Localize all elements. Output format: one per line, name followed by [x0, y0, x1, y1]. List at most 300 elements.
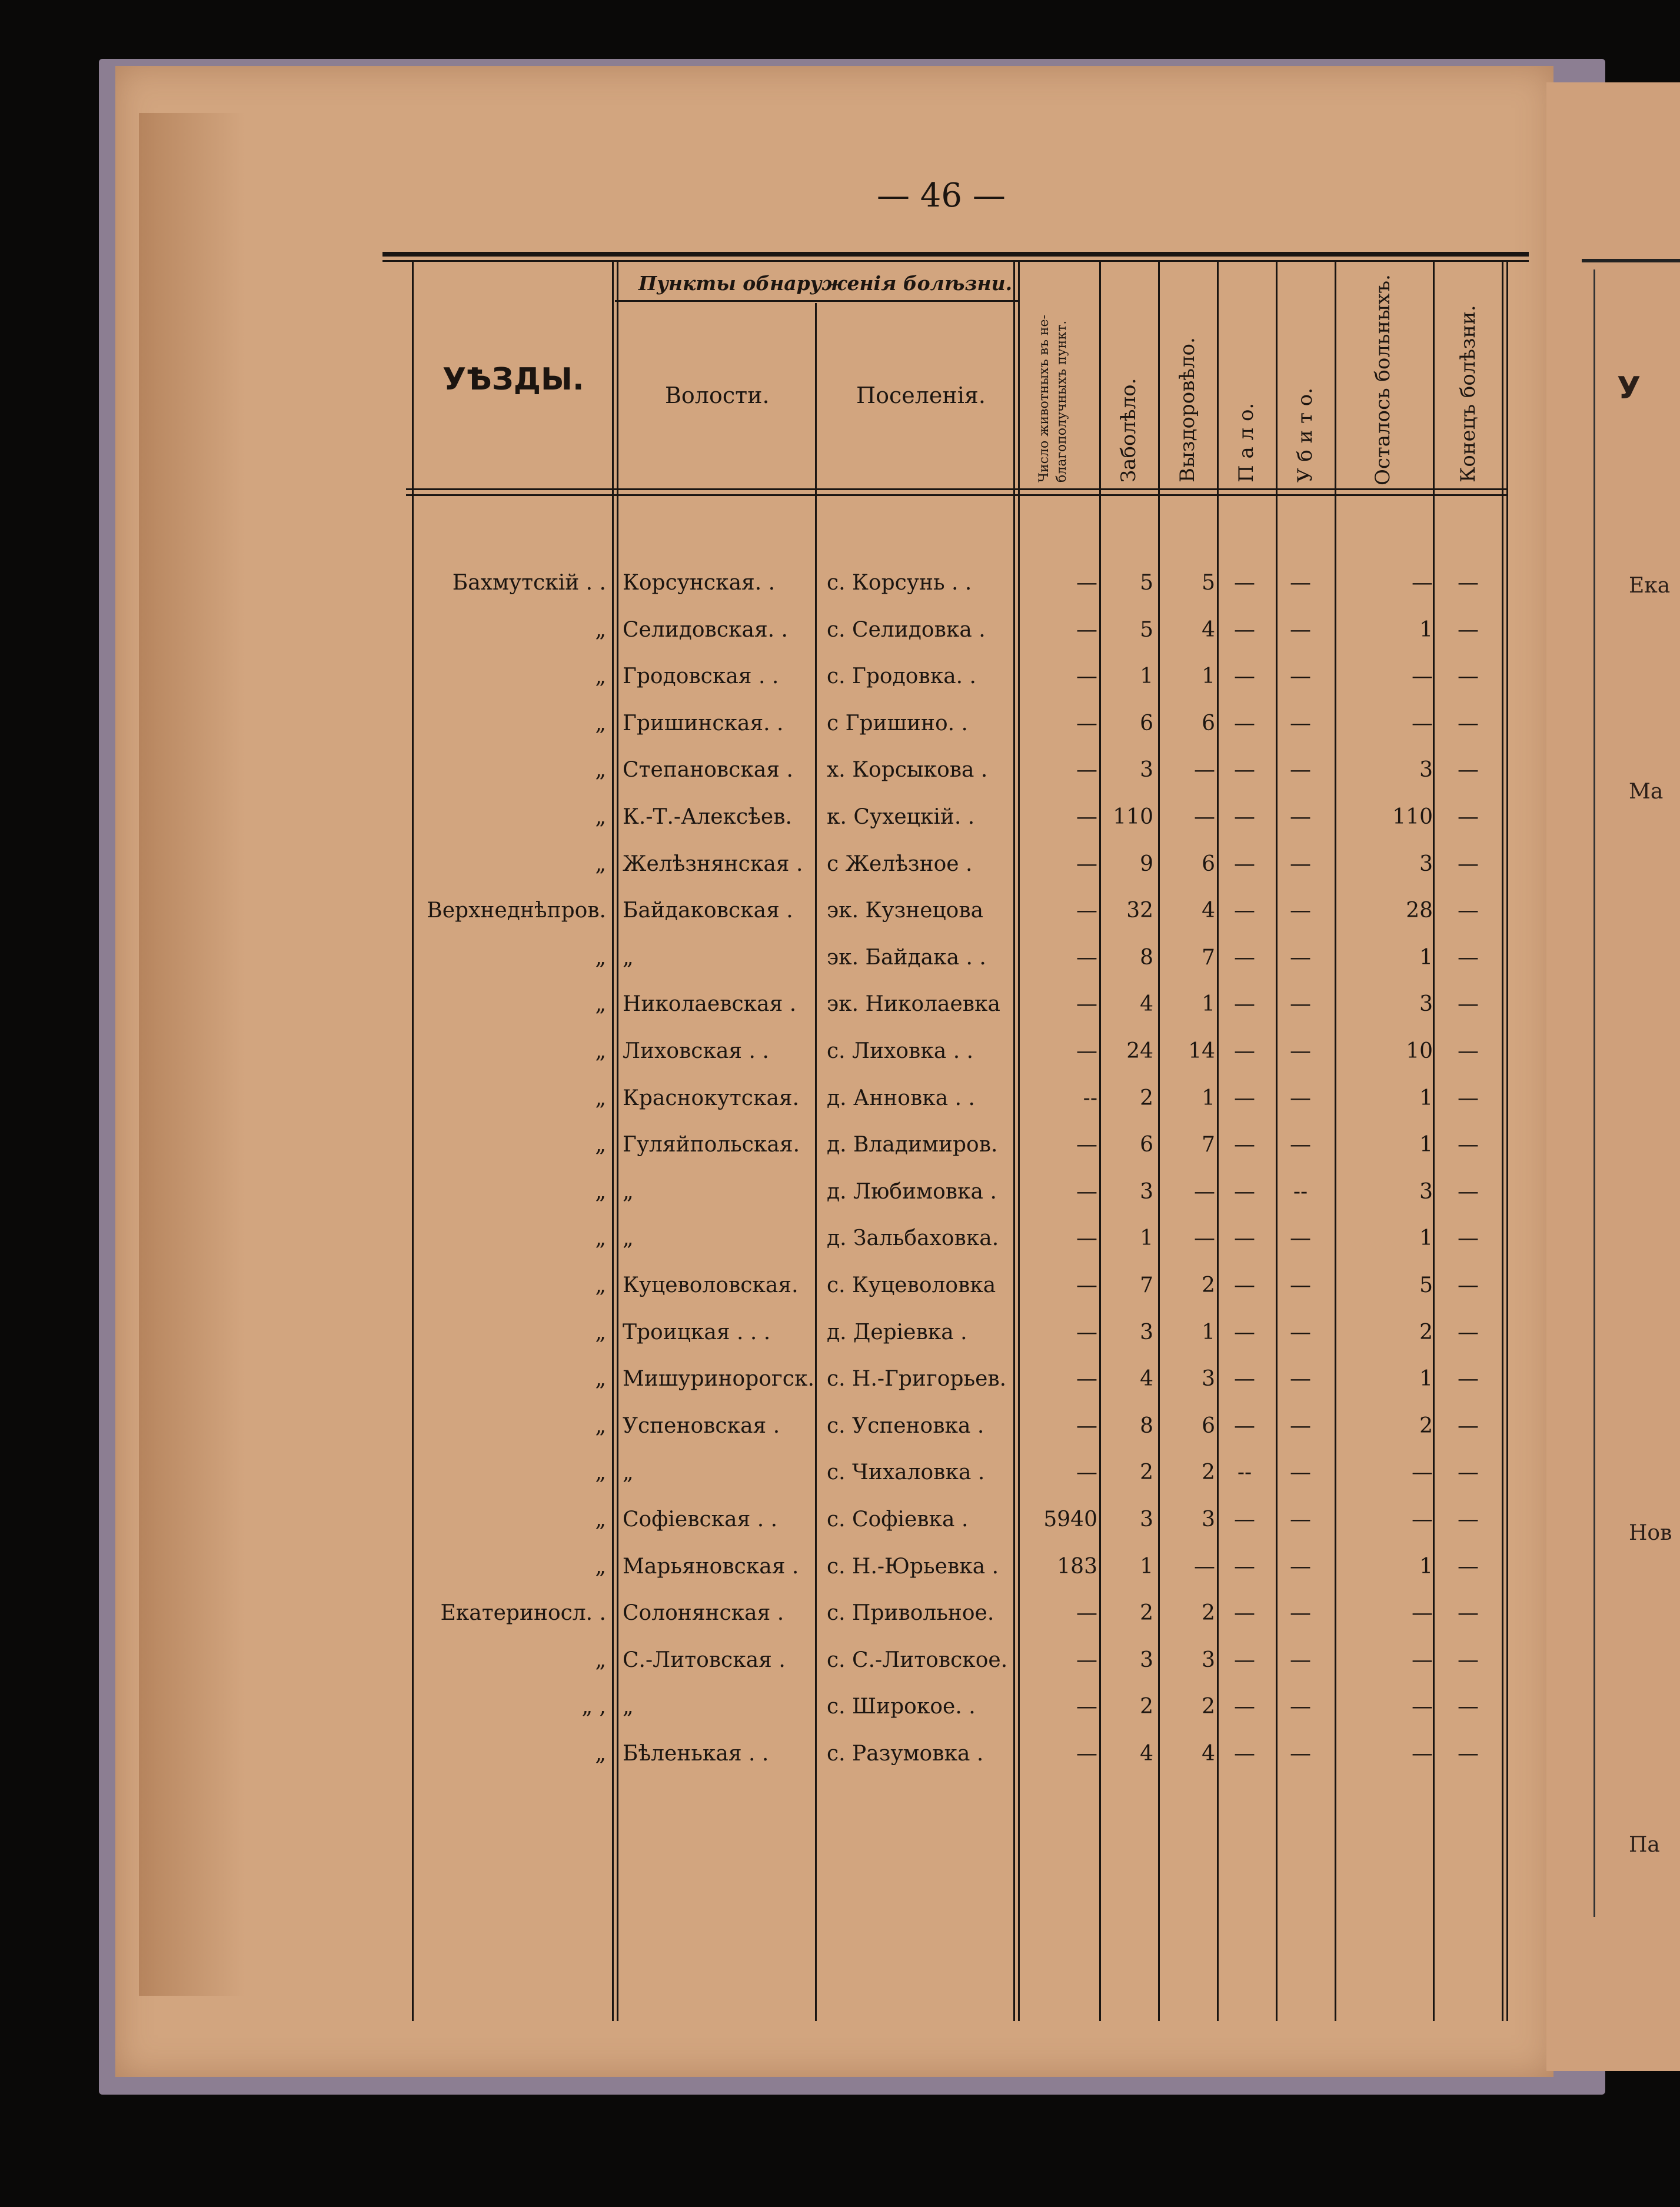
row-volost: „: [623, 946, 634, 970]
facing-page-rule: [1582, 259, 1680, 262]
table-row: [0, 1039, 1680, 1080]
row-zabolelo: 6: [1140, 711, 1153, 735]
row-poselenie: д. Владимиров.: [827, 1133, 998, 1157]
row-uezd: „: [595, 758, 606, 782]
row-palo: —: [1234, 618, 1255, 642]
row-palo: —: [1234, 898, 1255, 923]
row-palo: —: [1234, 1648, 1255, 1672]
header-bottom-rule: [406, 488, 1506, 490]
row-ostalos: —: [1412, 571, 1433, 595]
row-chislo: —: [1076, 664, 1097, 688]
row-zabolelo: 4: [1140, 1742, 1153, 1766]
row-konets: —: [1458, 852, 1479, 876]
row-chislo: —: [1076, 1695, 1097, 1719]
row-volost: Гуляйпольская.: [623, 1133, 800, 1157]
row-vyzdorovelo: —: [1194, 805, 1215, 829]
row-uezd: „: [595, 711, 606, 735]
row-konets: —: [1458, 1648, 1479, 1672]
row-konets: —: [1458, 1601, 1479, 1625]
header-bottom-rule-2: [406, 494, 1506, 496]
row-palo: —: [1234, 711, 1255, 735]
row-ostalos: 1: [1419, 946, 1433, 970]
row-ubito: —: [1290, 1414, 1311, 1438]
row-zabolelo: 3: [1140, 1648, 1153, 1672]
row-uezd: „: [595, 618, 606, 642]
row-ubito: —: [1290, 1039, 1311, 1063]
header-ostalos: Осталось больныхъ.: [1371, 274, 1395, 485]
row-chislo: —: [1076, 1133, 1097, 1157]
row-konets: —: [1458, 1180, 1479, 1204]
row-volost: Желѣзнянская .: [623, 852, 803, 876]
row-zabolelo: 5: [1140, 618, 1153, 642]
row-ubito: —: [1290, 1086, 1311, 1110]
row-palo: —: [1234, 1039, 1255, 1063]
table-top-rule: [382, 252, 1529, 257]
row-zabolelo: 4: [1140, 1367, 1153, 1391]
row-volost: „: [623, 1460, 634, 1484]
row-ubito: —: [1290, 618, 1311, 642]
row-ostalos: —: [1412, 1695, 1433, 1719]
row-uezd: „: [595, 1460, 606, 1484]
row-vyzdorovelo: 2: [1202, 1601, 1215, 1625]
row-volost: Марьяновская .: [623, 1554, 799, 1579]
row-poselenie: с. Разумовка .: [827, 1742, 984, 1766]
row-ostalos: 1: [1419, 1086, 1433, 1110]
row-volost: „: [623, 1695, 634, 1719]
row-zabolelo: 1: [1140, 1554, 1153, 1579]
row-uezd: „: [595, 1086, 606, 1110]
row-uezd: „: [595, 1367, 606, 1391]
row-uezd: „ ,: [581, 1695, 606, 1719]
row-zabolelo: 8: [1140, 946, 1153, 970]
table-row: [0, 1367, 1680, 1408]
row-zabolelo: 6: [1140, 1133, 1153, 1157]
row-vyzdorovelo: 4: [1202, 618, 1215, 642]
table-row: [0, 1460, 1680, 1502]
table-row: [0, 852, 1680, 893]
row-ostalos: 2: [1419, 1414, 1433, 1438]
row-konets: —: [1458, 1695, 1479, 1719]
row-poselenie: с. Н.-Юрьевка .: [827, 1554, 999, 1579]
table-row: [0, 1414, 1680, 1455]
row-vyzdorovelo: 14: [1188, 1039, 1215, 1063]
row-chislo: —: [1076, 758, 1097, 782]
row-uezd: „: [595, 946, 606, 970]
row-ubito: —: [1290, 1226, 1311, 1250]
row-uezd: Бахмутскій . .: [452, 571, 606, 595]
row-volost: Степановская .: [623, 758, 793, 782]
row-vyzdorovelo: 7: [1202, 946, 1215, 970]
table-row: [0, 805, 1680, 846]
page-number: — 46 —: [877, 177, 1006, 215]
row-volost: К.-Т.-Алексѣев.: [623, 805, 792, 829]
row-poselenie: к. Сухецкій. .: [827, 805, 975, 829]
row-uezd: „: [595, 1414, 606, 1438]
row-zabolelo: 1: [1140, 664, 1153, 688]
row-ubito: —: [1290, 1320, 1311, 1344]
row-konets: —: [1458, 805, 1479, 829]
row-ubito: —: [1290, 1695, 1311, 1719]
row-konets: —: [1458, 1273, 1479, 1297]
row-volost: Мишуринорогск.: [623, 1367, 814, 1391]
row-palo: —: [1234, 758, 1255, 782]
row-ubito: —: [1290, 852, 1311, 876]
row-uezd: „: [595, 1742, 606, 1766]
row-chislo: --: [1083, 1086, 1097, 1110]
row-konets: —: [1458, 618, 1479, 642]
row-poselenie: с. Н.-Григорьев.: [827, 1367, 1007, 1391]
row-palo: —: [1234, 946, 1255, 970]
header-konets: Конецъ болѣзни.: [1456, 305, 1480, 482]
facing-fragment-1: Ека: [1629, 574, 1671, 598]
row-vyzdorovelo: 3: [1202, 1367, 1215, 1391]
row-ubito: —: [1290, 1601, 1311, 1625]
row-vyzdorovelo: 6: [1202, 711, 1215, 735]
row-vyzdorovelo: 1: [1202, 992, 1215, 1016]
row-volost: Николаевская .: [623, 992, 797, 1016]
row-konets: —: [1458, 946, 1479, 970]
row-ostalos: 110: [1392, 805, 1433, 829]
row-vyzdorovelo: 6: [1202, 1414, 1215, 1438]
row-palo: —: [1234, 1320, 1255, 1344]
row-poselenie: с. Куцеволовка: [827, 1273, 996, 1297]
row-vyzdorovelo: 2: [1202, 1273, 1215, 1297]
row-konets: —: [1458, 758, 1479, 782]
row-palo: —: [1234, 1226, 1255, 1250]
row-uezd: „: [595, 1039, 606, 1063]
row-vyzdorovelo: 1: [1202, 664, 1215, 688]
row-palo: —: [1234, 1086, 1255, 1110]
row-ubito: —: [1290, 1507, 1311, 1532]
row-poselenie: с Желѣзное .: [827, 852, 973, 876]
row-vyzdorovelo: 4: [1202, 1742, 1215, 1766]
row-uezd: „: [595, 1320, 606, 1344]
row-zabolelo: 2: [1140, 1695, 1153, 1719]
row-poselenie: с. Привольное.: [827, 1601, 994, 1625]
header-zabolelo: Заболѣло.: [1117, 378, 1140, 482]
row-chislo: —: [1076, 571, 1097, 595]
row-volost: Куцеволовская.: [623, 1273, 799, 1297]
facing-fragment-2: Ма: [1629, 780, 1664, 804]
table-row: [0, 1648, 1680, 1689]
row-ostalos: 28: [1406, 898, 1433, 923]
table-row: [0, 1086, 1680, 1127]
row-konets: —: [1458, 1133, 1479, 1157]
row-palo: —: [1234, 1507, 1255, 1532]
table-top-rule-thin: [382, 260, 1529, 262]
row-poselenie: эк. Байдака . .: [827, 946, 986, 970]
row-volost: Лиховская . .: [623, 1039, 769, 1063]
row-chislo: —: [1076, 1180, 1097, 1204]
header-palo: П а л о.: [1235, 402, 1258, 482]
table-row: [0, 1695, 1680, 1736]
row-zabolelo: 32: [1126, 898, 1153, 923]
row-volost: Байдаковская .: [623, 898, 793, 923]
row-zabolelo: 2: [1140, 1601, 1153, 1625]
row-volost: Бѣленькая . .: [623, 1742, 769, 1766]
row-vyzdorovelo: 1: [1202, 1086, 1215, 1110]
row-vyzdorovelo: —: [1194, 1554, 1215, 1579]
row-zabolelo: 4: [1140, 992, 1153, 1016]
row-poselenie: д. Деріевка .: [827, 1320, 967, 1344]
row-ostalos: 1: [1419, 1554, 1433, 1579]
row-uezd: „: [595, 1180, 606, 1204]
table-row: [0, 1180, 1680, 1221]
row-poselenie: с. Селидовка .: [827, 618, 986, 642]
row-palo: —: [1234, 1601, 1255, 1625]
row-zabolelo: 2: [1140, 1086, 1153, 1110]
row-chislo: 5940: [1043, 1507, 1097, 1532]
row-zabolelo: 5: [1140, 571, 1153, 595]
header-ubito: У б и т о.: [1293, 387, 1317, 482]
row-konets: —: [1458, 1226, 1479, 1250]
row-poselenie: х. Корсыкова .: [827, 758, 988, 782]
row-palo: —: [1234, 1133, 1255, 1157]
row-chislo: —: [1076, 898, 1097, 923]
row-volost: Корсунская. .: [623, 571, 776, 595]
facing-header-fragment: У: [1617, 371, 1641, 406]
row-uezd: „: [595, 1133, 606, 1157]
row-poselenie: с. Гродовка. .: [827, 664, 977, 688]
row-ostalos: 3: [1419, 992, 1433, 1016]
row-palo: —: [1234, 664, 1255, 688]
row-chislo: —: [1076, 1367, 1097, 1391]
row-palo: —: [1234, 1695, 1255, 1719]
row-chislo: —: [1076, 1648, 1097, 1672]
row-poselenie: д. Любимовка .: [827, 1180, 997, 1204]
row-vyzdorovelo: —: [1194, 758, 1215, 782]
row-ostalos: —: [1412, 1601, 1433, 1625]
row-konets: —: [1458, 898, 1479, 923]
row-chislo: —: [1076, 1460, 1097, 1484]
row-chislo: —: [1076, 1601, 1097, 1625]
row-vyzdorovelo: 1: [1202, 1320, 1215, 1344]
table-row: [0, 571, 1680, 612]
row-chislo: 183: [1057, 1554, 1097, 1579]
row-palo: —: [1234, 1554, 1255, 1579]
table-row: [0, 1554, 1680, 1596]
row-ostalos: 1: [1419, 1133, 1433, 1157]
row-palo: —: [1234, 1742, 1255, 1766]
row-konets: —: [1458, 1414, 1479, 1438]
row-ubito: —: [1290, 711, 1311, 735]
row-zabolelo: 3: [1140, 758, 1153, 782]
row-ubito: —: [1290, 1648, 1311, 1672]
row-volost: Солонянская .: [623, 1601, 784, 1625]
row-ubito: —: [1290, 664, 1311, 688]
row-poselenie: д. Зальбаховка.: [827, 1226, 999, 1250]
row-ostalos: —: [1412, 711, 1433, 735]
row-ubito: —: [1290, 946, 1311, 970]
row-zabolelo: 7: [1140, 1273, 1153, 1297]
row-zabolelo: 3: [1140, 1507, 1153, 1532]
row-konets: —: [1458, 1742, 1479, 1766]
row-vyzdorovelo: —: [1194, 1226, 1215, 1250]
row-zabolelo: 2: [1140, 1460, 1153, 1484]
row-vyzdorovelo: 7: [1202, 1133, 1215, 1157]
row-ostalos: —: [1412, 1460, 1433, 1484]
row-ubito: —: [1290, 992, 1311, 1016]
row-poselenie: с. Чихаловка .: [827, 1460, 985, 1484]
row-volost: „: [623, 1226, 634, 1250]
row-ubito: —: [1290, 1133, 1311, 1157]
row-uezd: Верхнеднѣпров.: [427, 898, 606, 923]
row-ostalos: —: [1412, 1648, 1433, 1672]
row-ostalos: —: [1412, 1507, 1433, 1532]
row-palo: —: [1234, 992, 1255, 1016]
row-zabolelo: 3: [1140, 1320, 1153, 1344]
row-zabolelo: 3: [1140, 1180, 1153, 1204]
row-chislo: —: [1076, 618, 1097, 642]
row-volost: Успеновская .: [623, 1414, 780, 1438]
header-vyzdorovelo: Выздоровѣло.: [1176, 337, 1199, 482]
row-uezd: Екатериносл. .: [440, 1601, 606, 1625]
row-chislo: —: [1076, 1742, 1097, 1766]
row-ostalos: —: [1412, 664, 1433, 688]
row-volost: Краснокутская.: [623, 1086, 800, 1110]
row-volost: Троицкая . . .: [623, 1320, 771, 1344]
row-ostalos: 2: [1419, 1320, 1433, 1344]
table-row: [0, 1273, 1680, 1314]
table-row: [0, 618, 1680, 659]
row-konets: —: [1458, 1367, 1479, 1391]
row-ostalos: 1: [1419, 1367, 1433, 1391]
header-uezdy: УѢЗДЫ.: [443, 362, 584, 397]
row-ubito: —: [1290, 1460, 1311, 1484]
table-row: [0, 711, 1680, 753]
row-poselenie: с. Софіевка .: [827, 1507, 969, 1532]
table-row: [0, 1742, 1680, 1783]
table-row: [0, 1320, 1680, 1362]
row-konets: —: [1458, 664, 1479, 688]
row-konets: —: [1458, 1507, 1479, 1532]
table-row: [0, 758, 1680, 799]
row-chislo: —: [1076, 805, 1097, 829]
row-konets: —: [1458, 711, 1479, 735]
row-palo: --: [1237, 1460, 1252, 1484]
table-row: [0, 946, 1680, 987]
row-vyzdorovelo: 3: [1202, 1648, 1215, 1672]
row-vyzdorovelo: 3: [1202, 1507, 1215, 1532]
row-ubito: —: [1290, 1554, 1311, 1579]
row-poselenie: д. Анновка . .: [827, 1086, 975, 1110]
row-vyzdorovelo: 5: [1202, 571, 1215, 595]
row-poselenie: с Гришино. .: [827, 711, 968, 735]
row-konets: —: [1458, 1086, 1479, 1110]
row-konets: —: [1458, 1320, 1479, 1344]
header-poseleniya: Поселенія.: [856, 382, 986, 408]
row-chislo: —: [1076, 1414, 1097, 1438]
row-zabolelo: 24: [1126, 1039, 1153, 1063]
row-palo: —: [1234, 852, 1255, 876]
row-uezd: „: [595, 992, 606, 1016]
header-volosti: Волости.: [665, 382, 770, 408]
table-row: [0, 1507, 1680, 1549]
row-palo: —: [1234, 1367, 1255, 1391]
row-chislo: —: [1076, 1320, 1097, 1344]
row-chislo: —: [1076, 992, 1097, 1016]
row-volost: Гродовская . .: [623, 664, 779, 688]
row-konets: —: [1458, 1039, 1479, 1063]
row-uezd: „: [595, 1226, 606, 1250]
row-ubito: —: [1290, 1273, 1311, 1297]
row-ostalos: 1: [1419, 618, 1433, 642]
row-ostalos: 1: [1419, 1226, 1433, 1250]
row-volost: „: [623, 1180, 634, 1204]
row-ostalos: 5: [1419, 1273, 1433, 1297]
row-konets: —: [1458, 1460, 1479, 1484]
row-ostalos: —: [1412, 1742, 1433, 1766]
table-row: [0, 992, 1680, 1033]
row-konets: —: [1458, 1554, 1479, 1579]
table-row: [0, 898, 1680, 940]
row-palo: —: [1234, 805, 1255, 829]
row-ostalos: 10: [1406, 1039, 1433, 1063]
row-palo: —: [1234, 1414, 1255, 1438]
row-chislo: —: [1076, 1039, 1097, 1063]
row-ubito: —: [1290, 805, 1311, 829]
row-uezd: „: [595, 852, 606, 876]
row-palo: —: [1234, 1180, 1255, 1204]
row-volost: С.-Литовская .: [623, 1648, 786, 1672]
row-poselenie: с. Лиховка . .: [827, 1039, 974, 1063]
row-poselenie: с. С.-Литовское.: [827, 1648, 1008, 1672]
row-vyzdorovelo: 2: [1202, 1695, 1215, 1719]
row-chislo: —: [1076, 711, 1097, 735]
header-chislo: Число животныхъ въ не-благополучныхъ пункт.: [1037, 315, 1069, 482]
facing-fragment-3: Нов: [1629, 1521, 1672, 1545]
row-uezd: „: [595, 1648, 606, 1672]
row-uezd: „: [595, 1554, 606, 1579]
row-ubito: --: [1293, 1180, 1308, 1204]
row-volost: Селидовская. .: [623, 618, 788, 642]
facing-fragment-4: Па: [1629, 1833, 1660, 1857]
row-ostalos: 3: [1419, 852, 1433, 876]
row-zabolelo: 110: [1113, 805, 1153, 829]
row-volost: Софіевская . .: [623, 1507, 778, 1532]
header-group: Пункты обнаруженія болѣзни.: [638, 272, 1013, 295]
row-chislo: —: [1076, 1273, 1097, 1297]
row-palo: —: [1234, 571, 1255, 595]
row-poselenie: с. Широкое. .: [827, 1695, 976, 1719]
row-vyzdorovelo: 6: [1202, 852, 1215, 876]
row-vyzdorovelo: 4: [1202, 898, 1215, 923]
table-row: [0, 1226, 1680, 1267]
row-ubito: —: [1290, 1742, 1311, 1766]
row-zabolelo: 9: [1140, 852, 1153, 876]
row-uezd: „: [595, 1273, 606, 1297]
table-row: [0, 664, 1680, 705]
row-konets: —: [1458, 571, 1479, 595]
row-poselenie: с. Успеновка .: [827, 1414, 984, 1438]
group-header-rule: [615, 300, 1018, 302]
row-ubito: —: [1290, 898, 1311, 923]
row-poselenie: эк. Николаевка: [827, 992, 1000, 1016]
row-chislo: —: [1076, 852, 1097, 876]
row-ostalos: 3: [1419, 758, 1433, 782]
row-chislo: —: [1076, 1226, 1097, 1250]
row-palo: —: [1234, 1273, 1255, 1297]
row-uezd: „: [595, 664, 606, 688]
row-ubito: —: [1290, 758, 1311, 782]
row-uezd: „: [595, 1507, 606, 1532]
row-zabolelo: 1: [1140, 1226, 1153, 1250]
row-konets: —: [1458, 992, 1479, 1016]
row-vyzdorovelo: 2: [1202, 1460, 1215, 1484]
row-poselenie: эк. Кузнецова: [827, 898, 984, 923]
row-uezd: „: [595, 805, 606, 829]
row-ubito: —: [1290, 571, 1311, 595]
